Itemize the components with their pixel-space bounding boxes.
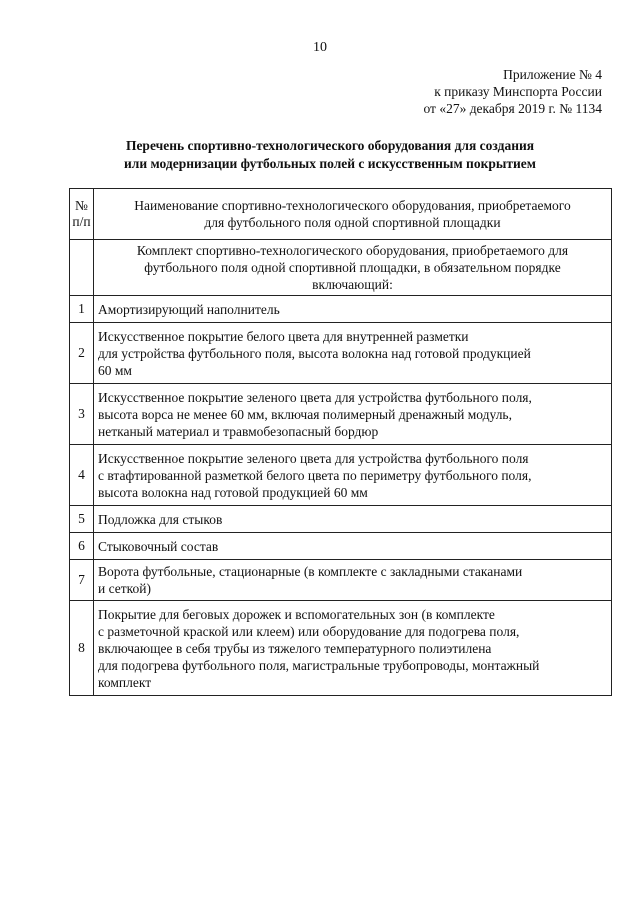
row-text xyxy=(94,560,612,601)
table-row xyxy=(70,296,612,323)
table-row xyxy=(70,533,612,560)
row-num: 4 xyxy=(70,445,94,506)
row-line: Искусственное покрытие зеленого цвета для устройства футбольного поля xyxy=(98,450,529,466)
table-row xyxy=(70,506,612,533)
table-row xyxy=(70,601,612,696)
row-line: для устройства футбольного поля, высота волокна над готовой продукцией xyxy=(98,345,531,361)
row-text xyxy=(94,445,612,506)
row-line: с разметочной краской или клеем) или оборудование для подогрева поля, xyxy=(98,623,520,639)
header-name-cell xyxy=(94,189,612,240)
row-num: 5 xyxy=(70,506,94,533)
row-line: 60 мм xyxy=(98,362,132,378)
row-num: 3 xyxy=(70,384,94,445)
title-line: или модернизации футбольных полей с искусственным покрытием xyxy=(124,156,536,171)
document-title xyxy=(60,137,600,173)
page-number: 10 xyxy=(313,40,327,55)
row-line: нетканый материал и травмобезопасный бордюр xyxy=(98,423,379,439)
row-num: 1 xyxy=(70,296,94,323)
row-line: Стыковочный состав xyxy=(98,538,219,554)
row-line: Подложка для стыков xyxy=(98,511,223,527)
row-line: комплект xyxy=(98,674,152,690)
header-num-line: п/п xyxy=(72,214,91,229)
title-line: Перечень спортивно-технологического оборудования для создания xyxy=(125,138,535,153)
row-text xyxy=(94,323,612,384)
row-line: высота ворса не менее 60 мм, включая полимерный дренажный модуль, xyxy=(98,406,512,422)
row-line: Искусственное покрытие зеленого цвета для устройства футбольного поля, xyxy=(98,389,532,405)
appendix-line: от «27» декабря 2019 г. № 1134 xyxy=(423,101,602,116)
row-line: Искусственное покрытие белого цвета для внутренней разметки xyxy=(98,328,469,344)
kit-cell xyxy=(94,240,612,296)
kit-line: футбольного поля одной спортивной площадки, в обязательном порядке xyxy=(144,260,561,275)
row-line: Амортизирующий наполнитель xyxy=(98,301,280,317)
table-row xyxy=(70,560,612,601)
appendix-line: Приложение № 4 xyxy=(503,67,602,82)
row-text xyxy=(94,296,612,323)
row-line: Ворота футбольные, стационарные (в комплекте с закладными стаканами xyxy=(98,564,523,579)
row-line: для подогрева футбольного поля, магистральные трубопроводы, монтажный xyxy=(98,657,540,673)
row-line: с втафтированной разметкой белого цвета по периметру футбольного поля, xyxy=(98,467,532,483)
row-num: 6 xyxy=(70,533,94,560)
appendix-line: к приказу Минспорта России xyxy=(434,84,602,99)
row-num: 7 xyxy=(70,560,94,601)
header-name-line: Наименование спортивно-технологического оборудования, приобретаемого xyxy=(134,198,571,213)
row-line: и сеткой) xyxy=(98,581,151,596)
equipment-table xyxy=(69,188,612,696)
row-line: включающее в себя трубы из тяжелого температурного полиэтилена xyxy=(98,640,492,656)
row-text xyxy=(94,533,612,560)
row-text xyxy=(94,601,612,696)
table-row xyxy=(70,323,612,384)
table-header-row xyxy=(70,189,612,240)
row-num: 8 xyxy=(70,601,94,696)
appendix-block xyxy=(423,66,602,117)
kit-line: включающий: xyxy=(312,277,393,292)
kit-num-cell xyxy=(70,240,94,296)
row-text xyxy=(94,506,612,533)
header-num-cell xyxy=(70,189,94,240)
kit-line: Комплект спортивно-технологического оборудования, приобретаемого для xyxy=(136,243,569,258)
row-line: Покрытие для беговых дорожек и вспомогательных зон (в комплекте xyxy=(98,606,495,622)
header-num-line: № xyxy=(75,198,88,213)
table-row xyxy=(70,384,612,445)
kit-row xyxy=(70,240,612,296)
table-row xyxy=(70,445,612,506)
row-text xyxy=(94,384,612,445)
row-num: 2 xyxy=(70,323,94,384)
row-line: высота волокна над готовой продукцией 60 мм xyxy=(98,484,368,500)
header-name-line: для футбольного поля одной спортивной площадки xyxy=(204,215,501,230)
